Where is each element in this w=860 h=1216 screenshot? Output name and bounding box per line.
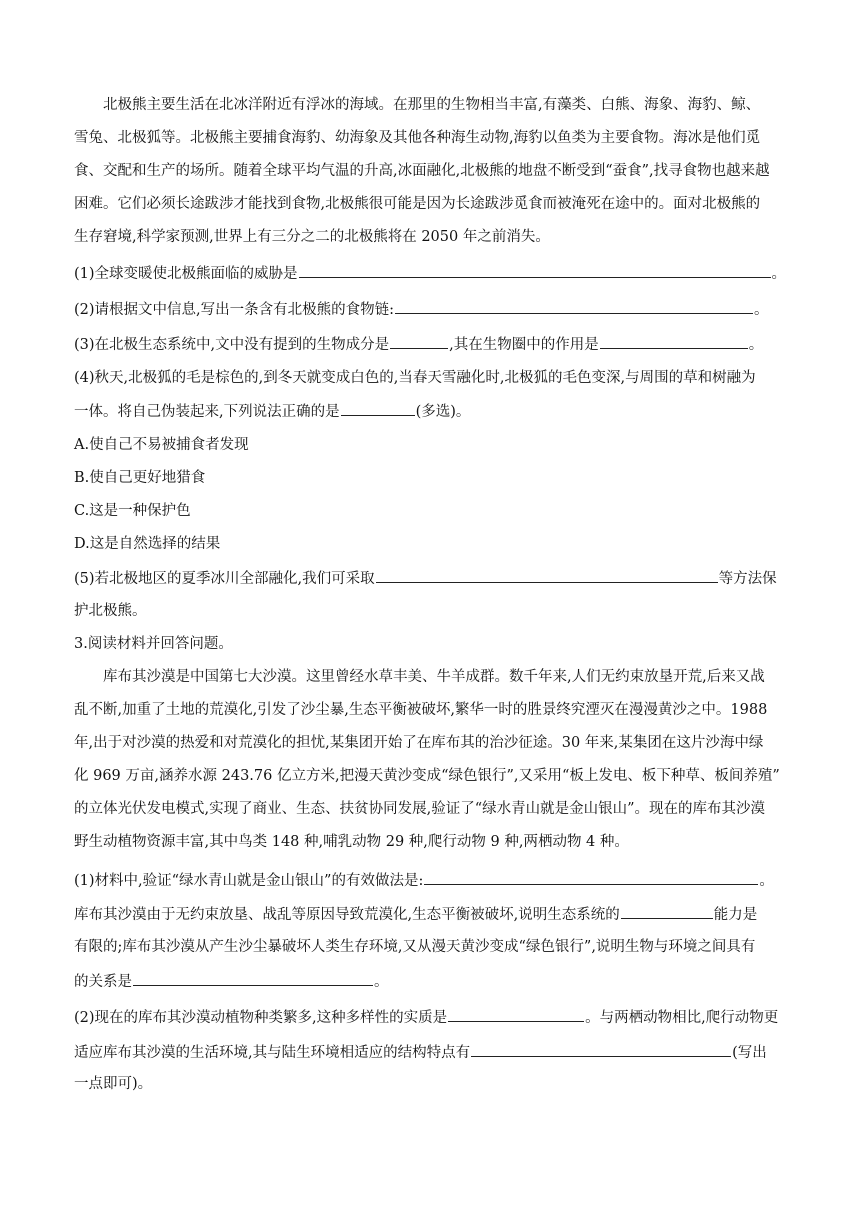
question-1-2 bbox=[74, 298, 769, 320]
answer-blank[interactable] bbox=[621, 903, 713, 919]
question-1-5-line-1 bbox=[74, 567, 777, 589]
question-end: 。 bbox=[754, 302, 769, 318]
question-text: 的关系是 bbox=[74, 974, 132, 990]
option-b: B.使自己更好地猎食 bbox=[74, 470, 206, 486]
passage2-line-4: 化 969 万亩,涵养水源 243.76 亿立方米,把漫天黄沙变成“绿色银行”,又采用“板上发电、板下种草、板间养殖” bbox=[74, 768, 780, 784]
question-text: 一体。将自己伪装起来,下列说法正确的是 bbox=[74, 404, 340, 420]
question-text: (1)材料中,验证“绿水青山就是金山银山”的有效做法是: bbox=[74, 873, 424, 889]
question-text: (1)全球变暖使北极熊面临的威胁是 bbox=[74, 266, 298, 282]
question-3-2-line-1 bbox=[74, 1006, 778, 1028]
question-1-4-line-1: (4)秋天,北极狐的毛是棕色的,到冬天就变成白色的,当春天雪融化时,北极狐的毛色变深,与周围的草和树融为 bbox=[74, 370, 756, 386]
section-3-title: 3.阅读材料并回答问题。 bbox=[74, 636, 233, 652]
question-text: (5)若北极地区的夏季冰川全部融化,我们可采取 bbox=[74, 571, 375, 587]
option-d: D.这是自然选择的结果 bbox=[74, 536, 221, 552]
option-a: A.使自己不易被捕食者发现 bbox=[74, 437, 249, 453]
question-text: (3)在北极生态系统中,文中没有提到的生物成分是 bbox=[74, 337, 390, 353]
passage2-line-3: 年,出于对沙漠的热爱和对荒漠化的担忧,某集团开始了在库布其的治沙征途。30 年来,某集团在这片沙海中绿 bbox=[74, 735, 764, 751]
answer-blank[interactable] bbox=[600, 333, 748, 349]
question-text-2: 。与两栖动物相比,爬行动物更 bbox=[585, 1010, 779, 1026]
question-end: 。 bbox=[748, 337, 764, 353]
passage1-line-2: 雪兔、北极狐等。北极熊主要捕食海豹、幼海象及其他各种海生动物,海豹以鱼类为主要食物。海冰是他们觅 bbox=[74, 130, 761, 146]
answer-blank[interactable] bbox=[376, 567, 718, 583]
question-text-2: ,其在生物圈中的作用是 bbox=[449, 337, 599, 353]
passage1-line-5: 生存窘境,科学家预测,世界上有三分之二的北极熊将在 2050 年之前消失。 bbox=[74, 229, 550, 245]
question-3-2-line-2 bbox=[74, 1041, 767, 1063]
question-text-2: 等方法保 bbox=[718, 571, 777, 587]
answer-blank[interactable] bbox=[133, 970, 373, 986]
question-1-4-line-2 bbox=[74, 400, 470, 422]
question-end: 。 bbox=[771, 266, 787, 282]
passage2-line-1: 库布其沙漠是中国第七大沙漠。这里曾经水草丰美、牛羊成群。数千年来,人们无约束放垦开荒,后来又战 bbox=[103, 669, 765, 685]
question-1-1 bbox=[74, 262, 786, 284]
passage1-line-1: 北极熊主要生活在北冰洋附近有浮冰的海域。在那里的生物相当丰富,有藻类、白熊、海象、海豹、鲸、 bbox=[103, 97, 761, 113]
question-1-3 bbox=[74, 333, 763, 355]
question-text: (2)现在的库布其沙漠动植物种类繁多,这种多样性的实质是 bbox=[74, 1010, 448, 1026]
answer-blank[interactable] bbox=[424, 869, 758, 885]
question-end: 。 bbox=[759, 873, 774, 889]
passage2-line-6: 野生动植物资源丰富,其中鸟类 148 种,哺乳动物 29 种,爬行动物 9 种,两栖动物 4 种。 bbox=[74, 834, 629, 850]
answer-blank[interactable] bbox=[390, 333, 448, 349]
question-text: 适应库布其沙漠的生活环境,其与陆生环境相适应的结构特点有 bbox=[74, 1045, 471, 1061]
question-text: 库布其沙漠由于无约束放垦、战乱等原因导致荒漠化,生态平衡被破坏,说明生态系统的 bbox=[74, 907, 620, 923]
answer-blank[interactable] bbox=[299, 262, 771, 278]
passage2-line-2: 乱不断,加重了土地的荒漠化,引发了沙尘暴,生态平衡被破坏,繁华一时的胜景终究湮灭在漫漫黄沙之中。1988 bbox=[74, 702, 768, 718]
question-3-2-line-3: 一点即可)。 bbox=[74, 1076, 153, 1092]
question-text-2: (多选)。 bbox=[415, 404, 471, 420]
question-text: (2)请根据文中信息,写出一条含有北极熊的食物链: bbox=[74, 302, 395, 318]
answer-blank[interactable] bbox=[395, 298, 753, 314]
question-3-1-line-1 bbox=[74, 869, 774, 891]
passage1-line-4: 困难。它们必须长途跋涉才能找到食物,北极熊很可能是因为长途跋涉觅食而被淹死在途中的。面对北极熊的 bbox=[74, 196, 761, 212]
question-3-1-line-4 bbox=[74, 970, 389, 992]
question-text-2: 能力是 bbox=[713, 907, 758, 923]
passage1-line-3: 食、交配和生产的场所。随着全球平均气温的升高,冰面融化,北极熊的地盘不断受到“蚕食”,找寻食物也越来越 bbox=[74, 163, 770, 179]
question-3-1-line-2 bbox=[74, 903, 757, 925]
answer-blank[interactable] bbox=[471, 1041, 731, 1057]
question-text-2: (写出 bbox=[732, 1045, 767, 1061]
option-c: C.这是一种保护色 bbox=[74, 503, 191, 519]
question-1-5-line-2: 护北极熊。 bbox=[74, 603, 147, 619]
question-3-1-line-3: 有限的;库布其沙漠从产生沙尘暴破坏人类生存环境,又从漫天黄沙变成“绿色银行”,说明生物与环境之间具有 bbox=[74, 939, 756, 955]
answer-blank[interactable] bbox=[341, 400, 415, 416]
answer-blank[interactable] bbox=[448, 1006, 584, 1022]
question-end: 。 bbox=[374, 974, 389, 990]
passage2-line-5: 的立体光伏发电模式,实现了商业、生态、扶贫协同发展,验证了“绿水青山就是金山银山”。现在的库布其沙漠 bbox=[74, 801, 766, 817]
